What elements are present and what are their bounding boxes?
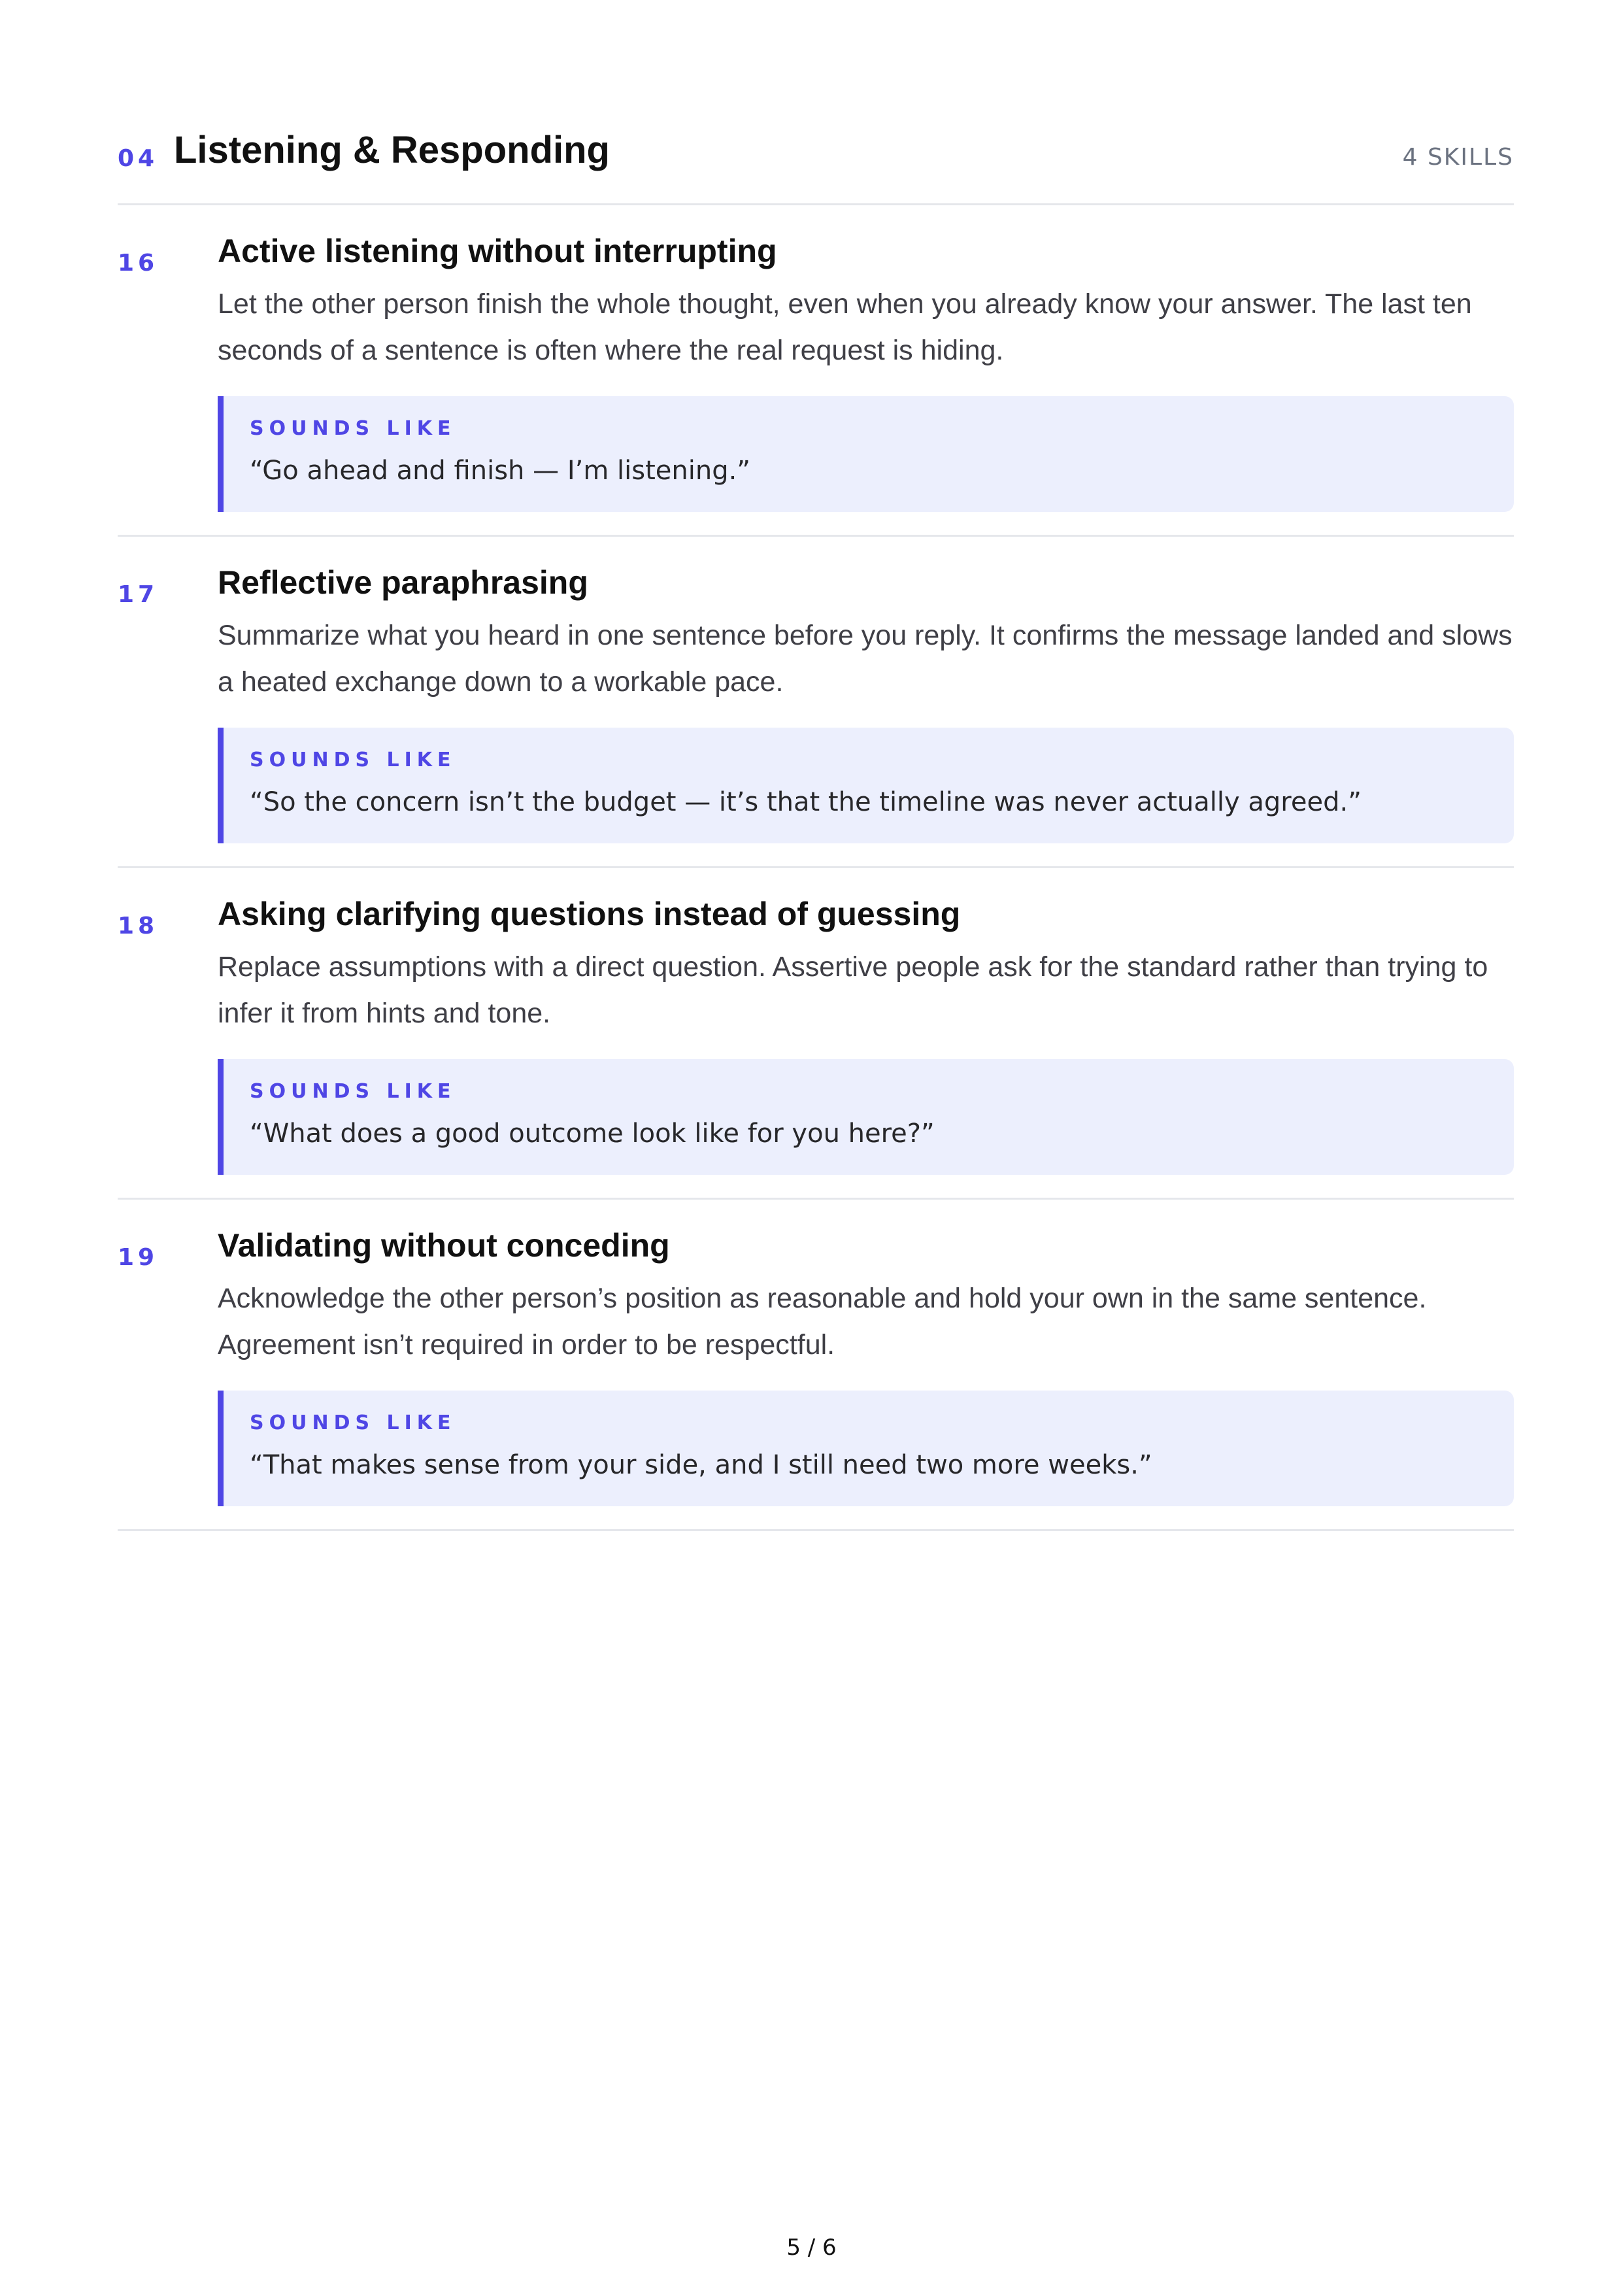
example-label: SOUNDS LIKE (250, 749, 456, 771)
skill-description: Let the other person finish the whole thought, even when you already know your answer. The last ten seconds of a sentence is often where the real request is hiding. (218, 288, 1472, 366)
skill-item (118, 205, 1514, 537)
skill-description: Replace assumptions with a direct question. Assertive people ask for the standard rather than trying to infer it from hints and tone. (218, 951, 1488, 1029)
example-callout (218, 1391, 1514, 1506)
document-page (118, 0, 1514, 1531)
example-callout (218, 396, 1514, 512)
example-callout (218, 1059, 1514, 1175)
page-number: 5 / 6 (786, 2235, 837, 2261)
skill-item (118, 1200, 1514, 1531)
skill-title: Validating without conceding (218, 1227, 670, 1264)
example-quote: “So the concern isn’t the budget — it’s that the timeline was never actually agreed.” (250, 787, 1362, 817)
skill-item (118, 868, 1514, 1200)
example-quote: “Go ahead and finish — I’m listening.” (250, 456, 751, 486)
skill-title: Asking clarifying questions instead of guessing (218, 896, 961, 932)
example-quote: “That makes sense from your side, and I still need two more weeks.” (250, 1450, 1152, 1480)
skill-description: Summarize what you heard in one sentence before you reply. It confirms the message landed and slows a heated exchange down to a workable pace. (218, 620, 1513, 698)
skill-number: 19 (118, 1244, 159, 1271)
skill-title: Active listening without interrupting (218, 233, 777, 269)
skill-number: 16 (118, 250, 159, 277)
skill-number: 18 (118, 913, 159, 939)
example-label: SOUNDS LIKE (250, 417, 456, 440)
example-label: SOUNDS LIKE (250, 1080, 456, 1103)
skill-body (218, 228, 1514, 512)
skill-item (118, 537, 1514, 868)
section-title: Listening & Responding (174, 129, 610, 171)
section-number: 04 (118, 145, 159, 172)
section-skill-count: 4 SKILLS (1402, 144, 1514, 171)
skill-body (218, 559, 1514, 843)
section-header (118, 0, 1514, 205)
skill-number: 17 (118, 581, 159, 608)
example-callout (218, 728, 1514, 843)
skill-body (218, 890, 1514, 1175)
skill-description: Acknowledge the other person’s position as reasonable and hold your own in the same sentence. Agreement isn’t required in order to be respectful. (218, 1283, 1427, 1360)
example-quote: “What does a good outcome look like for you here?” (250, 1119, 935, 1149)
skill-body (218, 1222, 1514, 1506)
example-label: SOUNDS LIKE (250, 1411, 456, 1434)
skill-title: Reflective paraphrasing (218, 564, 588, 601)
